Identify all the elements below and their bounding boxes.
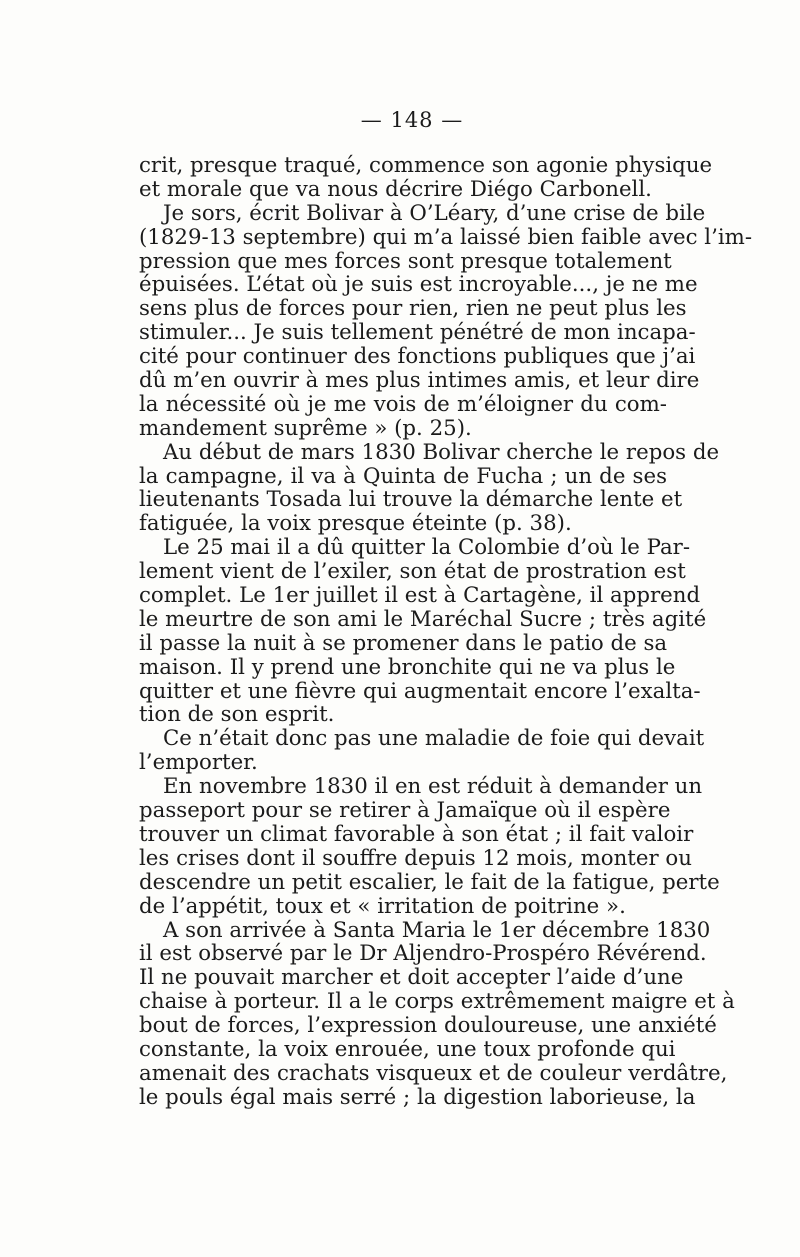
text-line: il passe la nuit à se promener dans le patio de sa bbox=[139, 630, 668, 656]
text-line: quitter et une fièvre qui augmentait encore l’exalta- bbox=[139, 678, 701, 704]
text-line: sens plus de forces pour rien, rien ne peut plus les bbox=[139, 296, 687, 322]
text-line: Au début de mars 1830 Bolivar cherche le repos de bbox=[163, 439, 720, 465]
text-line: le meurtre de son ami le Maréchal Sucre ; très agité bbox=[139, 606, 707, 632]
text-line: pression que mes forces sont presque totalement bbox=[139, 248, 672, 274]
text-line: les crises dont il souffre depuis 12 mois, monter ou bbox=[139, 845, 692, 871]
text-line: passeport pour se retirer à Jamaïque où il espère bbox=[139, 798, 671, 824]
text-line: crit, presque traqué, commence son agonie physique bbox=[139, 153, 713, 178]
text-line: Ce n’était donc pas une maladie de foie qui devait bbox=[163, 726, 705, 752]
text-line: stimuler... Je suis tellement pénétré de mon incapa- bbox=[139, 320, 696, 346]
text-line: complet. Le 1er juillet il est à Cartagène, il apprend bbox=[139, 583, 701, 609]
text-line: trouver un climat favorable à son état ; il fait valoir bbox=[139, 821, 694, 847]
body-text bbox=[139, 153, 753, 1110]
text-line: il est observé par le Dr Aljendro-Prospéro Révérend. bbox=[139, 941, 707, 967]
text-line: de l’appétit, toux et « irritation de poitrine ». bbox=[139, 893, 626, 919]
text-line: l’emporter. bbox=[139, 750, 258, 776]
text-line: En novembre 1830 il en est réduit à demander un bbox=[163, 774, 703, 800]
text-line: et morale que va nous décrire Diégo Carbonell. bbox=[139, 176, 652, 202]
text-line: chaise à porteur. Il a le corps extrêmement maigre et à bbox=[139, 989, 735, 1015]
text-line: épuisées. L’état où je suis est incroyable..., je ne me bbox=[139, 272, 698, 298]
text-line: dû m’en ouvrir à mes plus intimes amis, et leur dire bbox=[139, 368, 700, 394]
text-line: Le 25 mai il a dû quitter la Colombie d’où le Par- bbox=[163, 535, 691, 561]
text-line: le pouls égal mais serré ; la digestion laborieuse, la bbox=[139, 1084, 696, 1110]
text-line: fatiguée, la voix presque éteinte (p. 38). bbox=[139, 511, 572, 537]
book-page bbox=[139, 108, 753, 1110]
text-line: bout de forces, l’expression douloureuse, une anxiété bbox=[139, 1013, 717, 1039]
text-line: maison. Il y prend une bronchite qui ne va plus le bbox=[139, 654, 676, 680]
text-line: Je sors, écrit Bolivar à O’Léary, d’une crise de bile bbox=[163, 200, 706, 226]
text-line: la nécessité où je me vois de m’éloigner du com- bbox=[139, 391, 667, 417]
text-line: (1829-13 septembre) qui m’a laissé bien faible avec l’im- bbox=[139, 224, 753, 250]
text-line: cité pour continuer des fonctions publiques que j’ai bbox=[139, 344, 696, 370]
text-line: lieutenants Tosada lui trouve la démarche lente et bbox=[139, 487, 683, 513]
text-line: amenait des crachats visqueux et de couleur verdâtre, bbox=[139, 1060, 728, 1086]
text-line: constante, la voix enrouée, une toux profonde qui bbox=[139, 1036, 676, 1062]
page-number: — 148 — bbox=[360, 108, 464, 132]
text-line: A son arrivée à Santa Maria le 1er décembre 1830 bbox=[163, 917, 711, 943]
text-line: descendre un petit escalier, le fait de la fatigue, perte bbox=[139, 869, 720, 895]
text-line: mandement suprême » (p. 25). bbox=[139, 415, 472, 441]
text-line: la campagne, il va à Quinta de Fucha ; un de ses bbox=[139, 463, 667, 489]
text-line: Il ne pouvait marcher et doit accepter l’aide d’une bbox=[139, 965, 684, 991]
text-line: tion de son esprit. bbox=[139, 702, 335, 728]
text-line: lement vient de l’exiler, son état de prostration est bbox=[139, 559, 686, 585]
